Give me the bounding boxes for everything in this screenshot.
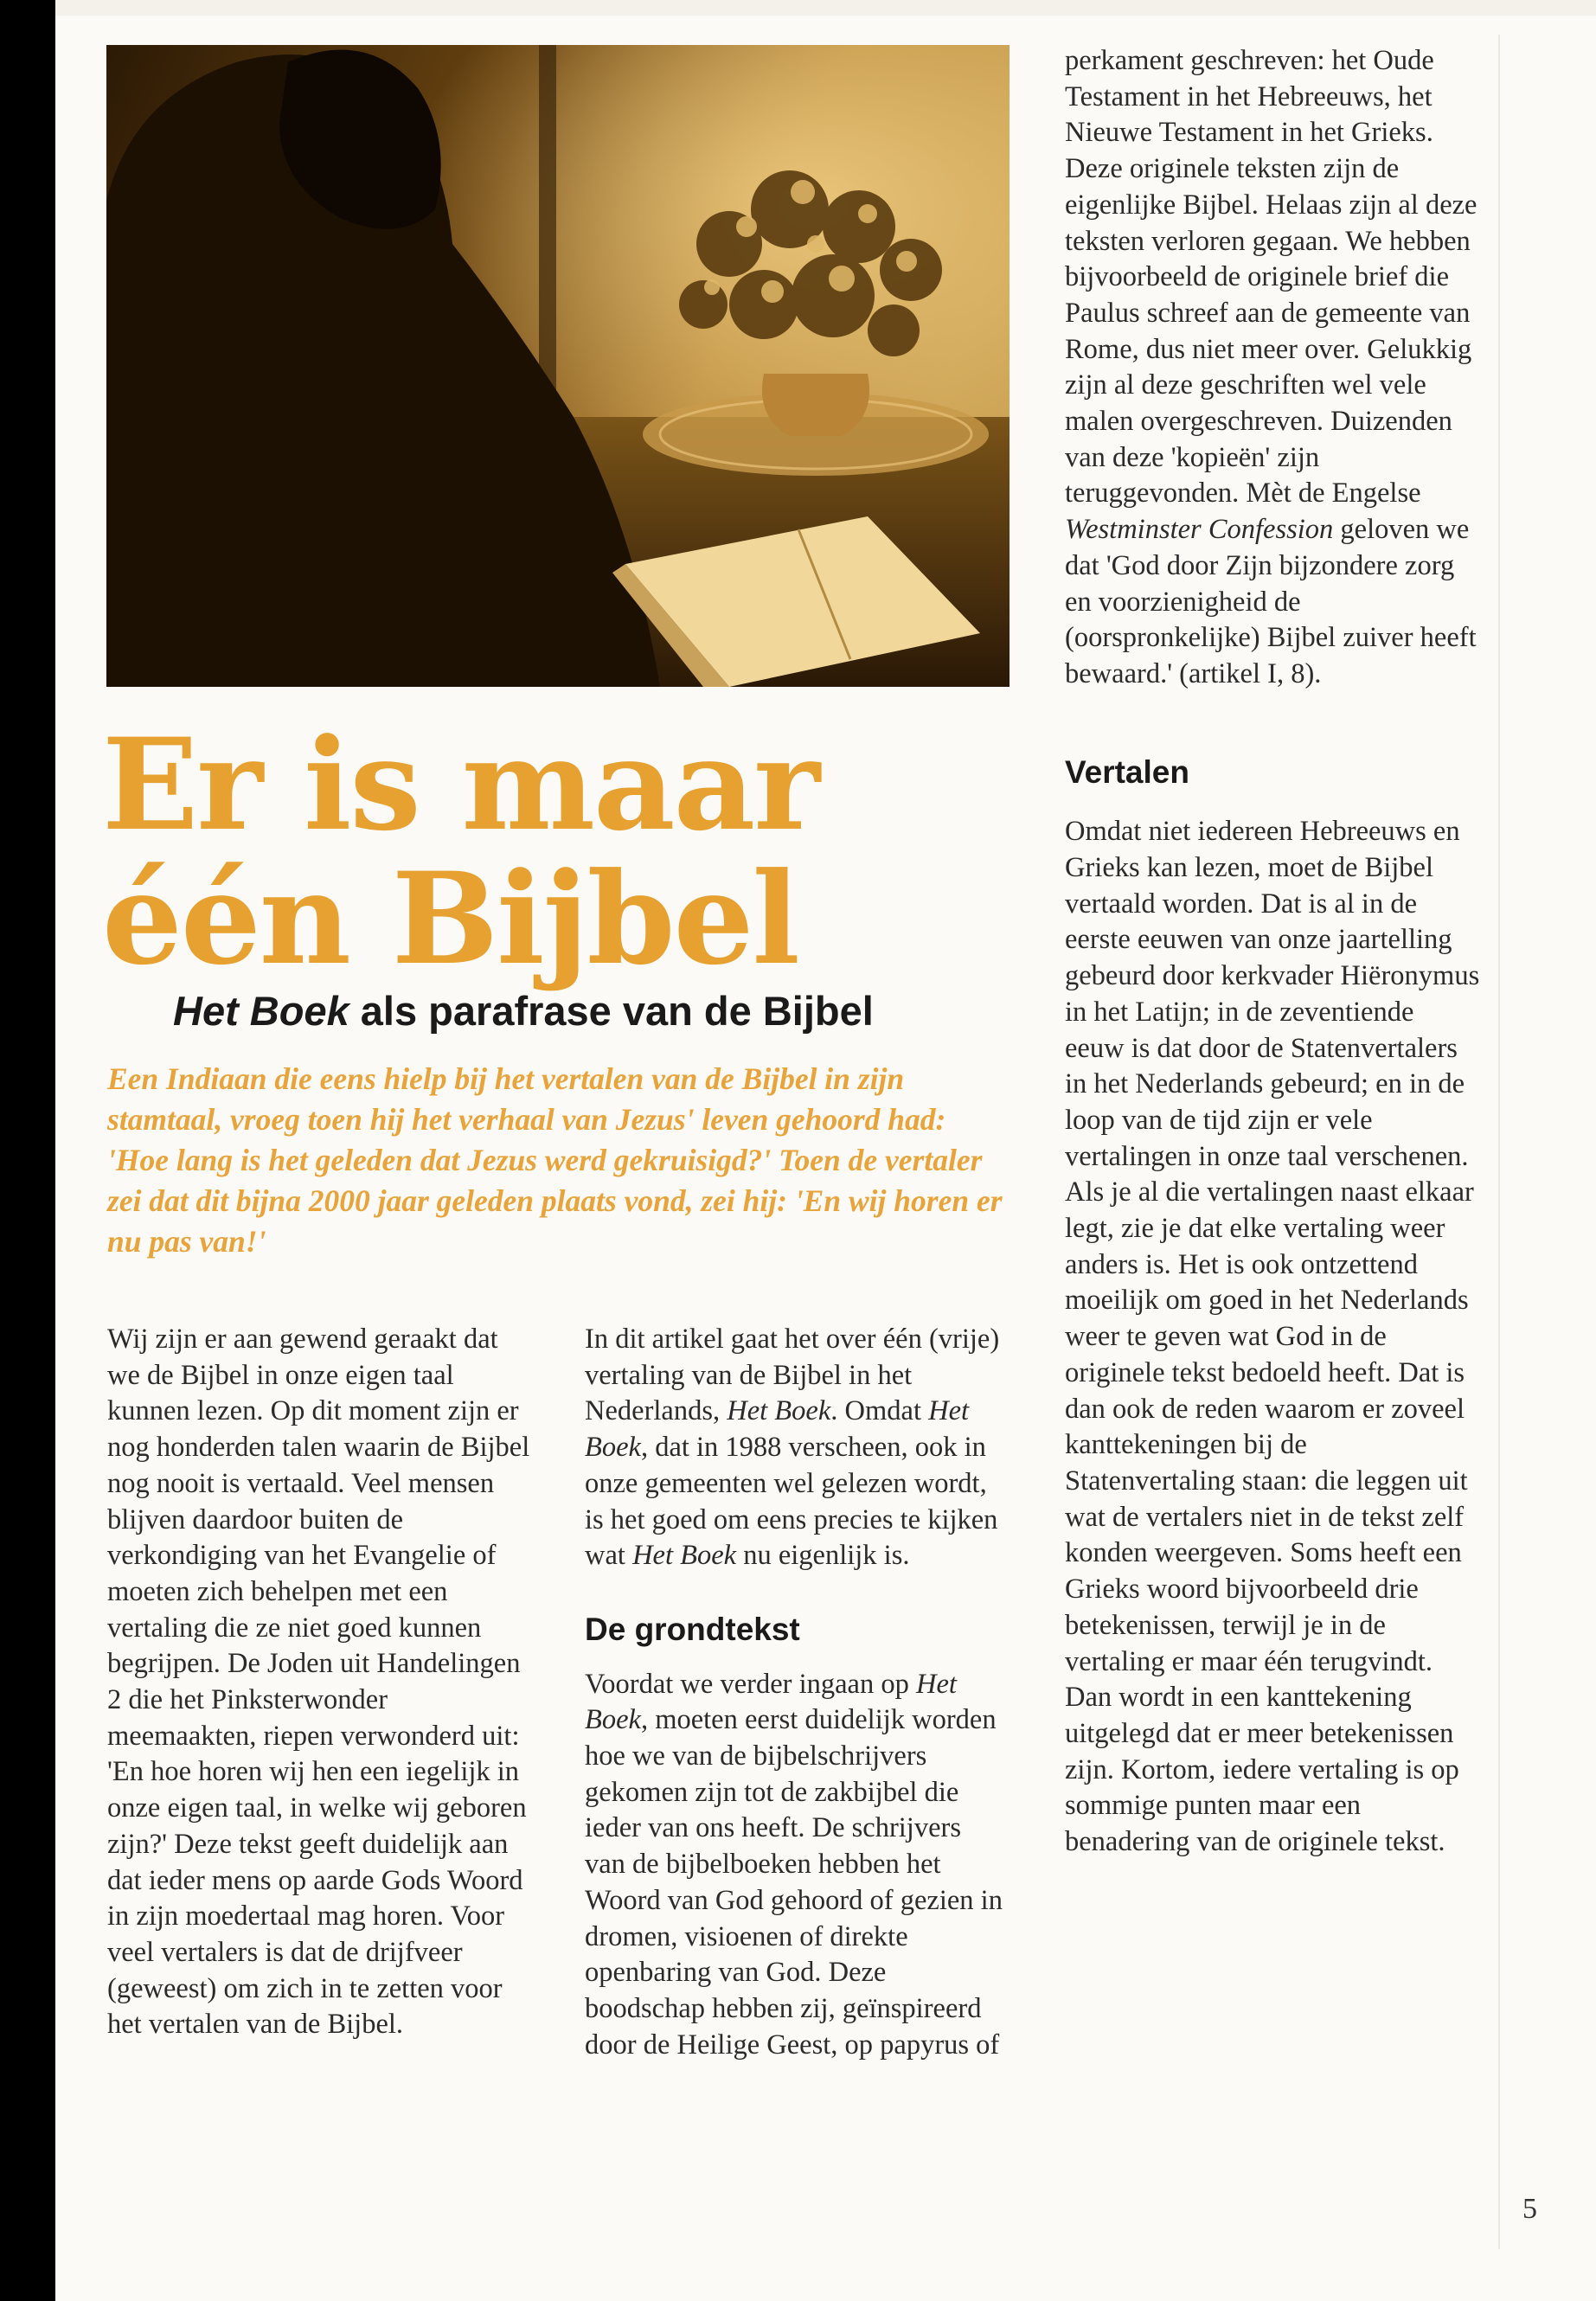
- column-rule: [1498, 35, 1500, 2249]
- book-title-em: Het Boek: [727, 1395, 831, 1427]
- photo-man-reading-bible-icon: [106, 45, 1010, 687]
- col1-paragraph: Wij zijn er aan gewend geraakt dat we de Bijbel in onze eigen taal kunnen lezen. Op dit moment zijn er nog honderden talen waarin de Bijbel nog nooit is vertaald. Veel mensen blijven daardoor buiten de verkondiging van het Evangelie of moeten zich behelpen met een vertaling die ze niet goed kunnen begrijpen. De Joden uit Handelingen 2 die het Pinksterwonder meemaakten, riepen verwonderd uit: 'En hoe horen wij hen een iegelijk in onze eigen taal, in welke wij geboren zijn?' Deze tekst geeft duidelijk aan dat ieder mens op aarde Gods Woord in zijn moedertaal mag horen. Voor veel vertalers is dat de drijfveer (geweest) om zich in te zetten voor het vertalen van de Bijbel.: [107, 1324, 530, 2041]
- column-3: [1065, 43, 1480, 1861]
- column-2: [585, 1322, 1009, 2063]
- text-run: geloven we dat 'God door Zijn bijzondere zorg en voorzienigheid de (oorspronkelijke) Bijbel zuiver heeft bewaard.' (artikel I, 8).: [1065, 514, 1477, 689]
- col2-paragraph-1: [585, 1322, 1009, 1574]
- page-number: 5: [1522, 2193, 1537, 2225]
- scan-border-top: [55, 0, 1596, 16]
- text-run: In dit artikel gaat het over één (vrije) vertaling van de Bijbel in het Nederlands,: [585, 1324, 1000, 1427]
- col2-paragraph-2: [585, 1667, 1009, 2064]
- text-run: nu eigenlijk is.: [736, 1540, 910, 1572]
- book-title-em: Het Boek: [585, 1668, 957, 1736]
- subtitle-rest: als parafrase van de Bijbel: [349, 988, 874, 1034]
- intro-paragraph: Een Indiaan die eens hielp bij het vertalen van de Bijbel in zijn stamtaal, vroeg toen hij het verhaal van Jezus' leven gehoord had: 'Hoe lang is het geleden dat Jezus werd gekruisigd?' Toen de vertaler zei dat dit bijna 2000 jaar geleden plaats vond, zei hij: 'En wij horen er nu pas van!': [107, 1061, 1003, 1259]
- subtitle-italic: Het Boek: [173, 988, 349, 1034]
- heading-vertalen: Vertalen: [1065, 753, 1189, 790]
- book-title-em: Het Boek: [632, 1540, 737, 1572]
- book-title-em: Het Boek: [585, 1395, 970, 1464]
- text-run: , dat in 1988 verscheen, ook in onze gemeenten wel gelezen wordt, is het goed om eens precies te kijken wat: [585, 1432, 998, 1572]
- col3-paragraph-2: Omdat niet iedereen Hebreeuws en Grieks kan lezen, moet de Bijbel vertaald worden. Dat is al in de eerste eeuwen van onze jaartelling gebeurd door kerkvader Hiëronymus in het Latijn; in de zeventiende eeuw is dat door de Statenvertalers in het Nederlands gebeurd; en in de loop van de tijd zijn er vele vertalingen in onze taal verschenen. Als je al die vertalingen naast elkaar legt, zie je dat elke vertaling weer anders is. Het is ook ontzettend moeilijk om goed in het Nederlands weer te geven wat God in de originele tekst bedoeld heeft. Dat is dan ook de reden waarom er zoveel kanttekeningen bij de Statenvertaling staan: die leggen uit wat de vertalers niet in de tekst zelf konden weergeven. Soms heeft een Grieks woord bijvoorbeeld drie betekenissen, terwijl je in de vertaling er maar één terugvindt. Dan wordt in een kanttekening uitgelegd dat er meer betekenissen zijn. Kortom, iedere vertaling is op sommige punten maar een benadering van de originele tekst.: [1065, 816, 1480, 1858]
- text-run: Voordat we verder ingaan op: [585, 1668, 916, 1700]
- text-run: . Omdat: [830, 1395, 929, 1427]
- text-run: , moeten eerst duidelijk worden hoe we van de bijbelschrijvers gekomen zijn tot de zakbijbel die ieder van ons heeft. De schrijvers van de bijbelboeken hebben het Woord van God gehoord of gezien in dromen, visioenen of direkte openbaring van God. Deze boodschap hebben zij, geïnspireerd door de Heilige Geest, op papyrus of: [585, 1704, 1003, 2061]
- scan-border-left: [0, 0, 55, 2301]
- col3-paragraph-1: [1065, 43, 1480, 693]
- article-title-line-1: Er is maar: [102, 711, 819, 859]
- column-1: [107, 1322, 531, 2043]
- photo-illustration: [106, 45, 1010, 687]
- heading-de-grondtekst: De grondtekst: [585, 1611, 800, 1647]
- article-subtitle: [173, 989, 1021, 1034]
- article-title-line-2: één Bijbel: [102, 845, 798, 993]
- confession-title-em: Westminster Confession: [1065, 514, 1334, 546]
- text-run: perkament geschreven: het Oude Testament in het Hebreeuws, het Nieuwe Testament in het Grieks. Deze originele teksten zijn de eigenlijke Bijbel. Helaas zijn al deze teksten verloren gegaan. We hebben bijvoorbeeld de originele brief die Paulus schreef aan de gemeente van Rome, dus niet meer over. Gelukkig zijn al deze geschriften wel vele malen overgeschreven. Duizenden van deze 'kopieën' zijn teruggevonden. Mèt de Engelse: [1065, 45, 1477, 510]
